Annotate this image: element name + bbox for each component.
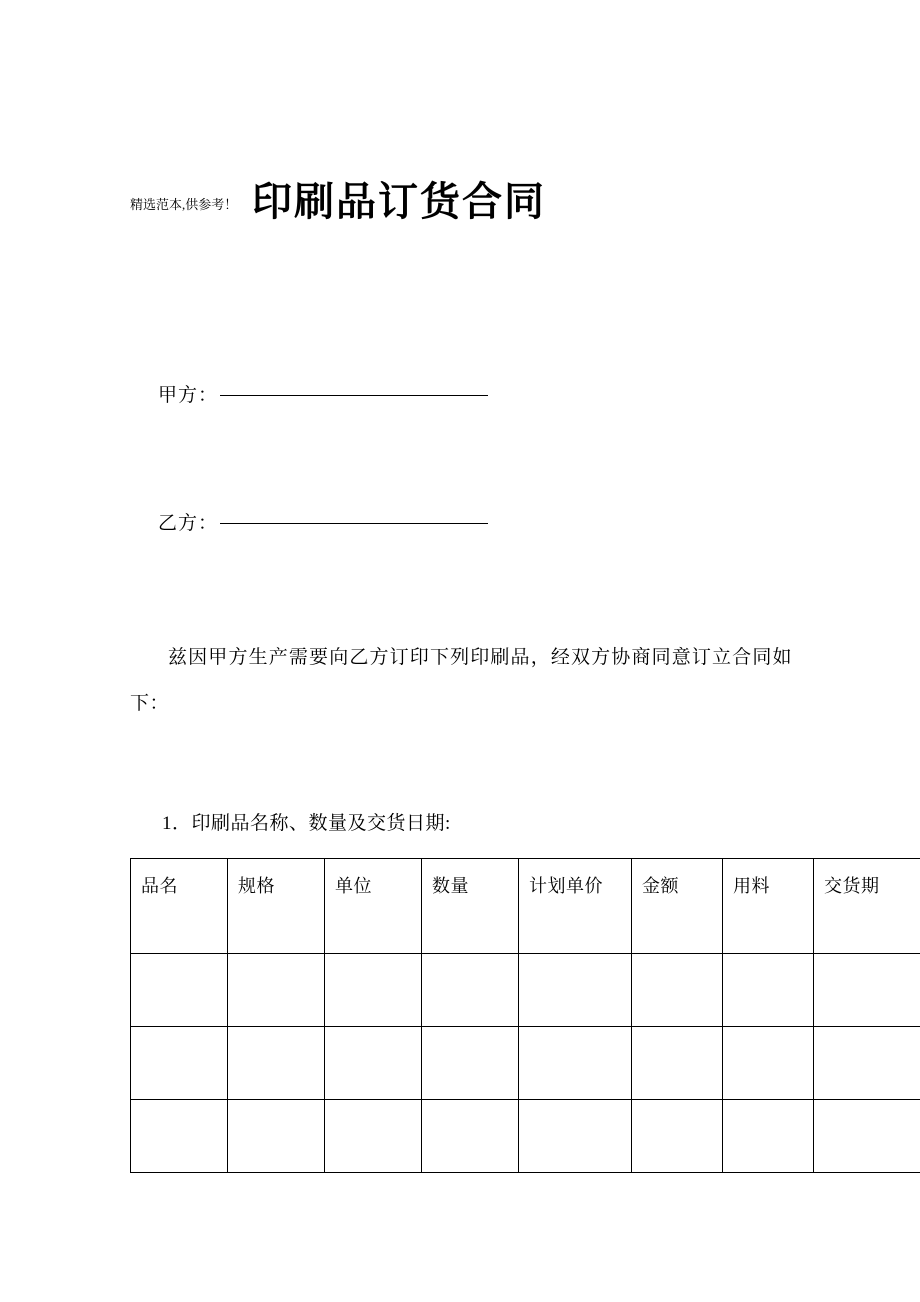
table-cell[interactable] <box>422 954 519 1027</box>
table-cell[interactable] <box>632 1027 723 1100</box>
goods-table <box>130 858 920 1173</box>
table-cell[interactable] <box>814 1027 920 1100</box>
table-header-cell: 规格 <box>228 859 325 954</box>
table-cell[interactable] <box>228 954 325 1027</box>
table-header-cell: 数量 <box>422 859 519 954</box>
table-cell[interactable] <box>723 954 814 1027</box>
table-cell[interactable] <box>519 954 632 1027</box>
table-cell[interactable] <box>519 1027 632 1100</box>
table-cell[interactable] <box>131 1100 228 1173</box>
table-cell[interactable] <box>325 954 422 1027</box>
table-cell[interactable] <box>632 1100 723 1173</box>
table-cell[interactable] <box>814 954 920 1027</box>
table-header-cell: 用料 <box>723 859 814 954</box>
party-b-label: 乙方： <box>158 513 219 534</box>
table-cell[interactable] <box>325 1100 422 1173</box>
table-header-cell: 品名 <box>131 859 228 954</box>
party-b-line <box>158 508 488 535</box>
table-cell[interactable] <box>723 1100 814 1173</box>
party-a-fill-rule[interactable] <box>220 394 488 396</box>
table-cell[interactable] <box>422 1100 519 1173</box>
table-row <box>131 1027 920 1100</box>
table-cell[interactable] <box>723 1027 814 1100</box>
sample-note: 精选范本,供参考！ <box>130 197 238 212</box>
table-cell[interactable] <box>519 1100 632 1173</box>
table-cell[interactable] <box>814 1100 920 1173</box>
intro-paragraph: 兹因甲方生产需要向乙方订印下列印刷品，经双方协商同意订立合同如下： <box>130 647 792 714</box>
title-block <box>0 170 920 230</box>
party-b-fill-rule[interactable] <box>220 522 488 524</box>
table-header-cell: 计划单价 <box>519 859 632 954</box>
table-cell[interactable] <box>131 1027 228 1100</box>
section-1-heading: 1．印刷品名称、数量及交货日期: <box>162 813 451 834</box>
table-cell[interactable] <box>131 954 228 1027</box>
table-header-cell: 单位 <box>325 859 422 954</box>
table-header-row <box>131 859 920 954</box>
table-row <box>131 1100 920 1173</box>
party-a-line <box>158 380 488 407</box>
table-cell[interactable] <box>228 1100 325 1173</box>
table-cell[interactable] <box>422 1027 519 1100</box>
table-header-cell: 交货期 <box>814 859 920 954</box>
party-a-label: 甲方： <box>158 385 219 406</box>
page-title: 印刷品订货合同 <box>252 179 546 225</box>
table-header-cell: 金额 <box>632 859 723 954</box>
table-cell[interactable] <box>325 1027 422 1100</box>
table-cell[interactable] <box>228 1027 325 1100</box>
table-row <box>131 954 920 1027</box>
table-cell[interactable] <box>632 954 723 1027</box>
